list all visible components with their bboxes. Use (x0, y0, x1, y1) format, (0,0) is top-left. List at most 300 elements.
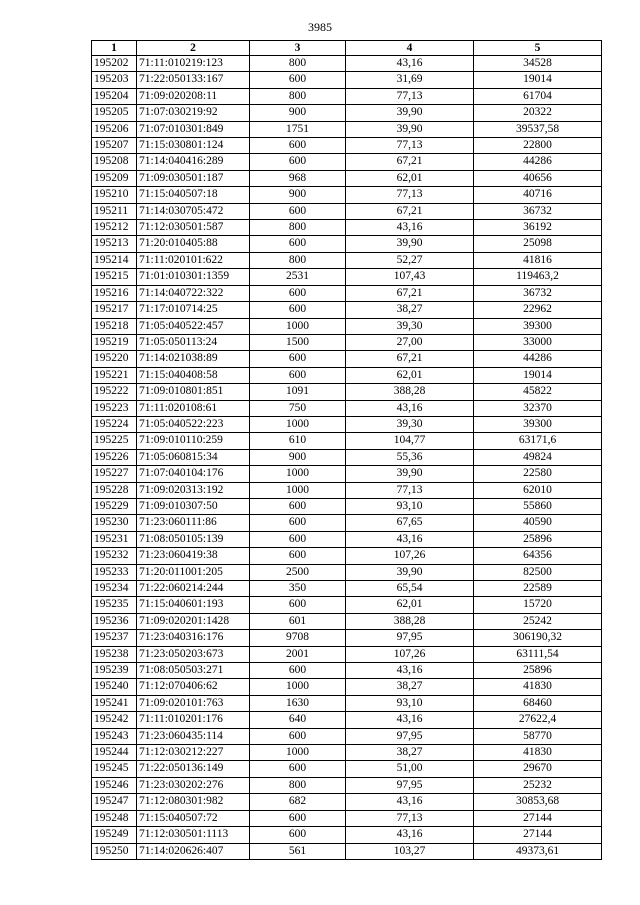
area-cell: 1000 (250, 416, 346, 432)
area-cell: 600 (250, 203, 346, 219)
area-cell: 2001 (250, 646, 346, 662)
row-number-cell: 195203 (92, 72, 137, 88)
row-number-cell: 195235 (92, 597, 137, 613)
row-number-cell: 195249 (92, 827, 137, 843)
table-row (92, 318, 602, 334)
value-cell: 44286 (474, 154, 602, 170)
rate-cell: 55,36 (346, 449, 474, 465)
table-row (92, 203, 602, 219)
area-cell: 600 (250, 810, 346, 826)
cadastral-number-cell: 71:20:010405:88 (137, 236, 250, 252)
table-row (92, 679, 602, 695)
rate-cell: 107,26 (346, 646, 474, 662)
row-number-cell: 195202 (92, 56, 137, 72)
area-cell: 600 (250, 827, 346, 843)
value-cell: 25242 (474, 613, 602, 629)
cadastral-number-cell: 71:12:030212:227 (137, 745, 250, 761)
value-cell: 40590 (474, 515, 602, 531)
rate-cell: 107,26 (346, 548, 474, 564)
table-row (92, 105, 602, 121)
rate-cell: 97,95 (346, 777, 474, 793)
cadastral-number-cell: 71:11:010201:176 (137, 712, 250, 728)
area-cell: 800 (250, 252, 346, 268)
table-row (92, 170, 602, 186)
area-cell: 600 (250, 285, 346, 301)
table-row (92, 827, 602, 843)
row-number-cell: 195246 (92, 777, 137, 793)
value-cell: 64356 (474, 548, 602, 564)
row-number-cell: 195204 (92, 88, 137, 104)
cadastral-number-cell: 71:14:040722:322 (137, 285, 250, 301)
value-cell: 33000 (474, 334, 602, 350)
value-cell: 29670 (474, 761, 602, 777)
cadastral-number-cell: 71:05:050113:24 (137, 334, 250, 350)
cadastral-number-cell: 71:23:060435:114 (137, 728, 250, 744)
area-cell: 610 (250, 433, 346, 449)
rate-cell: 39,90 (346, 121, 474, 137)
rate-cell: 43,16 (346, 400, 474, 416)
cadastral-number-cell: 71:09:020208:11 (137, 88, 250, 104)
value-cell: 41816 (474, 252, 602, 268)
row-number-cell: 195207 (92, 138, 137, 154)
value-cell: 27144 (474, 810, 602, 826)
table-body (92, 56, 602, 860)
value-cell: 45822 (474, 384, 602, 400)
table-row (92, 794, 602, 810)
area-cell: 600 (250, 236, 346, 252)
table-row (92, 187, 602, 203)
area-cell: 600 (250, 663, 346, 679)
value-cell: 27144 (474, 827, 602, 843)
value-cell: 41830 (474, 745, 602, 761)
row-number-cell: 195217 (92, 302, 137, 318)
area-cell: 750 (250, 400, 346, 416)
cadastral-number-cell: 71:23:040316:176 (137, 630, 250, 646)
value-cell: 30853,68 (474, 794, 602, 810)
row-number-cell: 195216 (92, 285, 137, 301)
cadastral-number-cell: 71:12:080301:982 (137, 794, 250, 810)
row-number-cell: 195236 (92, 613, 137, 629)
value-cell: 19014 (474, 72, 602, 88)
rate-cell: 65,54 (346, 581, 474, 597)
cadastral-number-cell: 71:09:020313:192 (137, 482, 250, 498)
row-number-cell: 195248 (92, 810, 137, 826)
row-number-cell: 195231 (92, 531, 137, 547)
page-number: 3985 (308, 20, 332, 34)
area-cell: 600 (250, 761, 346, 777)
value-cell: 25098 (474, 236, 602, 252)
rate-cell: 39,90 (346, 564, 474, 580)
area-cell: 1000 (250, 679, 346, 695)
row-number-cell: 195238 (92, 646, 137, 662)
cadastral-number-cell: 71:12:030501:587 (137, 220, 250, 236)
cadastral-number-cell: 71:09:030501:187 (137, 170, 250, 186)
cadastral-number-cell: 71:23:060111:86 (137, 515, 250, 531)
value-cell: 44286 (474, 351, 602, 367)
row-number-cell: 195222 (92, 384, 137, 400)
header-col-1: 1 (92, 41, 137, 56)
row-number-cell: 195240 (92, 679, 137, 695)
rate-cell: 77,13 (346, 138, 474, 154)
header-col-4: 4 (346, 41, 474, 56)
row-number-cell: 195229 (92, 498, 137, 514)
value-cell: 39537,58 (474, 121, 602, 137)
value-cell: 15720 (474, 597, 602, 613)
area-cell: 800 (250, 88, 346, 104)
rate-cell: 38,27 (346, 679, 474, 695)
table-row (92, 695, 602, 711)
table-row (92, 745, 602, 761)
cadastral-number-cell: 71:15:040507:18 (137, 187, 250, 203)
table-row (92, 154, 602, 170)
table-row (92, 138, 602, 154)
rate-cell: 97,95 (346, 630, 474, 646)
cadastral-number-cell: 71:11:020108:61 (137, 400, 250, 416)
row-number-cell: 195227 (92, 466, 137, 482)
rate-cell: 39,30 (346, 416, 474, 432)
rate-cell: 388,28 (346, 384, 474, 400)
table-row (92, 663, 602, 679)
value-cell: 22589 (474, 581, 602, 597)
cadastral-number-cell: 71:12:030501:1113 (137, 827, 250, 843)
rate-cell: 77,13 (346, 187, 474, 203)
table-row (92, 88, 602, 104)
table-row (92, 302, 602, 318)
row-number-cell: 195214 (92, 252, 137, 268)
value-cell: 34528 (474, 56, 602, 72)
cadastral-number-cell: 71:09:020201:1428 (137, 613, 250, 629)
row-number-cell: 195205 (92, 105, 137, 121)
rate-cell: 27,00 (346, 334, 474, 350)
row-number-cell: 195225 (92, 433, 137, 449)
rate-cell: 39,90 (346, 466, 474, 482)
cadastral-number-cell: 71:17:010714:25 (137, 302, 250, 318)
value-cell: 36732 (474, 285, 602, 301)
rate-cell: 104,77 (346, 433, 474, 449)
table-row (92, 121, 602, 137)
rate-cell: 77,13 (346, 810, 474, 826)
area-cell: 600 (250, 531, 346, 547)
table-row (92, 498, 602, 514)
area-cell: 2500 (250, 564, 346, 580)
rate-cell: 43,16 (346, 663, 474, 679)
value-cell: 22800 (474, 138, 602, 154)
value-cell: 22962 (474, 302, 602, 318)
cadastral-number-cell: 71:15:030801:124 (137, 138, 250, 154)
row-number-cell: 195226 (92, 449, 137, 465)
cadastral-number-cell: 71:14:040416:289 (137, 154, 250, 170)
area-cell: 1751 (250, 121, 346, 137)
value-cell: 82500 (474, 564, 602, 580)
row-number-cell: 195243 (92, 728, 137, 744)
value-cell: 306190,32 (474, 630, 602, 646)
cadastral-number-cell: 71:20:011001:205 (137, 564, 250, 580)
table-row (92, 712, 602, 728)
value-cell: 39300 (474, 416, 602, 432)
row-number-cell: 195218 (92, 318, 137, 334)
table-row (92, 548, 602, 564)
rate-cell: 43,16 (346, 712, 474, 728)
row-number-cell: 195244 (92, 745, 137, 761)
area-cell: 800 (250, 220, 346, 236)
rate-cell: 103,27 (346, 843, 474, 859)
cadastral-number-cell: 71:05:040522:223 (137, 416, 250, 432)
cadastral-number-cell: 71:22:050136:149 (137, 761, 250, 777)
table-row (92, 220, 602, 236)
table-row (92, 810, 602, 826)
row-number-cell: 195223 (92, 400, 137, 416)
cadastral-number-cell: 71:14:020626:407 (137, 843, 250, 859)
value-cell: 49824 (474, 449, 602, 465)
rate-cell: 38,27 (346, 302, 474, 318)
row-number-cell: 195241 (92, 695, 137, 711)
value-cell: 25232 (474, 777, 602, 793)
rate-cell: 51,00 (346, 761, 474, 777)
rate-cell: 43,16 (346, 56, 474, 72)
cadastral-number-cell: 71:12:070406:62 (137, 679, 250, 695)
row-number-cell: 195208 (92, 154, 137, 170)
row-number-cell: 195245 (92, 761, 137, 777)
cadastral-number-cell: 71:08:050105:139 (137, 531, 250, 547)
value-cell: 27622,4 (474, 712, 602, 728)
area-cell: 600 (250, 72, 346, 88)
table-row (92, 56, 602, 72)
cadastral-number-cell: 71:08:050503:271 (137, 663, 250, 679)
row-number-cell: 195247 (92, 794, 137, 810)
rate-cell: 67,65 (346, 515, 474, 531)
cadastral-number-cell: 71:05:060815:34 (137, 449, 250, 465)
rate-cell: 31,69 (346, 72, 474, 88)
area-cell: 1000 (250, 318, 346, 334)
row-number-cell: 195219 (92, 334, 137, 350)
area-cell: 682 (250, 794, 346, 810)
cadastral-number-cell: 71:09:010110:259 (137, 433, 250, 449)
cadastral-number-cell: 71:07:040104:176 (137, 466, 250, 482)
area-cell: 1500 (250, 334, 346, 350)
row-number-cell: 195211 (92, 203, 137, 219)
cadastral-number-cell: 71:23:050203:673 (137, 646, 250, 662)
cadastral-number-cell: 71:15:040507:72 (137, 810, 250, 826)
value-cell: 63111,54 (474, 646, 602, 662)
row-number-cell: 195230 (92, 515, 137, 531)
area-cell: 800 (250, 777, 346, 793)
rate-cell: 67,21 (346, 285, 474, 301)
area-cell: 1000 (250, 745, 346, 761)
table-row (92, 351, 602, 367)
value-cell: 55860 (474, 498, 602, 514)
value-cell: 49373,61 (474, 843, 602, 859)
area-cell: 600 (250, 351, 346, 367)
area-cell: 2531 (250, 269, 346, 285)
table-row (92, 367, 602, 383)
cadastral-number-cell: 71:15:040408:58 (137, 367, 250, 383)
rate-cell: 39,90 (346, 105, 474, 121)
area-cell: 1000 (250, 482, 346, 498)
row-number-cell: 195212 (92, 220, 137, 236)
value-cell: 68460 (474, 695, 602, 711)
table-row (92, 597, 602, 613)
table-row (92, 613, 602, 629)
table-row (92, 334, 602, 350)
rate-cell: 107,43 (346, 269, 474, 285)
value-cell: 61704 (474, 88, 602, 104)
area-cell: 600 (250, 302, 346, 318)
rate-cell: 38,27 (346, 745, 474, 761)
rate-cell: 62,01 (346, 367, 474, 383)
area-cell: 900 (250, 449, 346, 465)
area-cell: 600 (250, 728, 346, 744)
area-cell: 800 (250, 56, 346, 72)
rate-cell: 62,01 (346, 170, 474, 186)
rate-cell: 388,28 (346, 613, 474, 629)
area-cell: 600 (250, 597, 346, 613)
cadastral-number-cell: 71:11:010219:123 (137, 56, 250, 72)
row-number-cell: 195224 (92, 416, 137, 432)
table-row (92, 581, 602, 597)
value-cell: 25896 (474, 663, 602, 679)
value-cell: 58770 (474, 728, 602, 744)
rate-cell: 52,27 (346, 252, 474, 268)
area-cell: 1000 (250, 466, 346, 482)
table-row (92, 564, 602, 580)
header-col-3: 3 (250, 41, 346, 56)
table-row (92, 236, 602, 252)
rate-cell: 93,10 (346, 498, 474, 514)
cadastral-number-cell: 71:11:020101:622 (137, 252, 250, 268)
value-cell: 119463,2 (474, 269, 602, 285)
header-col-2: 2 (137, 41, 250, 56)
cadastral-number-cell: 71:23:030202:276 (137, 777, 250, 793)
rate-cell: 39,90 (346, 236, 474, 252)
table-row (92, 761, 602, 777)
rate-cell: 67,21 (346, 203, 474, 219)
table-row (92, 72, 602, 88)
value-cell: 19014 (474, 367, 602, 383)
value-cell: 40716 (474, 187, 602, 203)
header-row (92, 41, 602, 56)
value-cell: 41830 (474, 679, 602, 695)
area-cell: 350 (250, 581, 346, 597)
table-header (92, 41, 602, 56)
area-cell: 1630 (250, 695, 346, 711)
table-row (92, 416, 602, 432)
area-cell: 968 (250, 170, 346, 186)
rate-cell: 62,01 (346, 597, 474, 613)
row-number-cell: 195237 (92, 630, 137, 646)
area-cell: 9708 (250, 630, 346, 646)
cadastral-number-cell: 71:05:040522:457 (137, 318, 250, 334)
value-cell: 39300 (474, 318, 602, 334)
area-cell: 600 (250, 154, 346, 170)
table-row (92, 433, 602, 449)
area-cell: 600 (250, 515, 346, 531)
cadastral-number-cell: 71:09:010801:851 (137, 384, 250, 400)
rate-cell: 43,16 (346, 794, 474, 810)
row-number-cell: 195239 (92, 663, 137, 679)
cadastral-number-cell: 71:23:060419:38 (137, 548, 250, 564)
area-cell: 600 (250, 548, 346, 564)
table-row (92, 466, 602, 482)
row-number-cell: 195221 (92, 367, 137, 383)
cadastral-number-cell: 71:14:030705:472 (137, 203, 250, 219)
cadastral-number-cell: 71:22:060214:244 (137, 581, 250, 597)
registry-table (91, 40, 602, 860)
cadastral-number-cell: 71:22:050133:167 (137, 72, 250, 88)
table-row (92, 531, 602, 547)
row-number-cell: 195210 (92, 187, 137, 203)
row-number-cell: 195213 (92, 236, 137, 252)
table-row (92, 515, 602, 531)
cadastral-number-cell: 71:07:030219:92 (137, 105, 250, 121)
value-cell: 62010 (474, 482, 602, 498)
table-row (92, 252, 602, 268)
value-cell: 40656 (474, 170, 602, 186)
table-row (92, 777, 602, 793)
rate-cell: 77,13 (346, 88, 474, 104)
value-cell: 20322 (474, 105, 602, 121)
table-row (92, 449, 602, 465)
rate-cell: 43,16 (346, 531, 474, 547)
row-number-cell: 195220 (92, 351, 137, 367)
table-row (92, 728, 602, 744)
value-cell: 25896 (474, 531, 602, 547)
value-cell: 32370 (474, 400, 602, 416)
row-number-cell: 195232 (92, 548, 137, 564)
table-row (92, 269, 602, 285)
cadastral-number-cell: 71:01:010301:1359 (137, 269, 250, 285)
row-number-cell: 195233 (92, 564, 137, 580)
cadastral-number-cell: 71:15:040601:193 (137, 597, 250, 613)
row-number-cell: 195215 (92, 269, 137, 285)
value-cell: 36732 (474, 203, 602, 219)
area-cell: 561 (250, 843, 346, 859)
rate-cell: 39,30 (346, 318, 474, 334)
value-cell: 63171,6 (474, 433, 602, 449)
header-col-5: 5 (474, 41, 602, 56)
cadastral-number-cell: 71:07:010301:849 (137, 121, 250, 137)
row-number-cell: 195209 (92, 170, 137, 186)
table-row (92, 285, 602, 301)
rate-cell: 93,10 (346, 695, 474, 711)
area-cell: 640 (250, 712, 346, 728)
table-row (92, 384, 602, 400)
table-row (92, 843, 602, 859)
area-cell: 600 (250, 138, 346, 154)
rate-cell: 43,16 (346, 827, 474, 843)
table-row (92, 630, 602, 646)
rate-cell: 67,21 (346, 154, 474, 170)
value-cell: 22580 (474, 466, 602, 482)
cadastral-number-cell: 71:09:020101:763 (137, 695, 250, 711)
table-row (92, 646, 602, 662)
row-number-cell: 195250 (92, 843, 137, 859)
row-number-cell: 195242 (92, 712, 137, 728)
area-cell: 900 (250, 105, 346, 121)
row-number-cell: 195234 (92, 581, 137, 597)
value-cell: 36192 (474, 220, 602, 236)
area-cell: 600 (250, 498, 346, 514)
table-row (92, 400, 602, 416)
cadastral-number-cell: 71:14:021038:89 (137, 351, 250, 367)
cadastral-number-cell: 71:09:010307:50 (137, 498, 250, 514)
row-number-cell: 195206 (92, 121, 137, 137)
area-cell: 600 (250, 367, 346, 383)
rate-cell: 77,13 (346, 482, 474, 498)
row-number-cell: 195228 (92, 482, 137, 498)
area-cell: 900 (250, 187, 346, 203)
rate-cell: 67,21 (346, 351, 474, 367)
area-cell: 601 (250, 613, 346, 629)
